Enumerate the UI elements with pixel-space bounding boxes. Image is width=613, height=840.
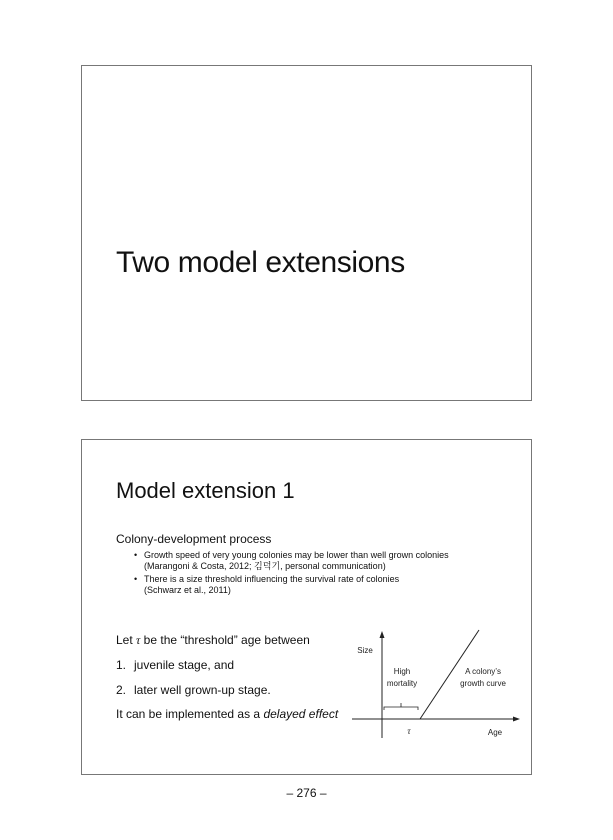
let-suffix: be the “threshold” age between — [143, 633, 310, 647]
growth-curve-diagram — [352, 628, 522, 746]
title-slide — [81, 65, 532, 401]
list-text: juvenile stage, and — [134, 658, 235, 672]
list-number: 1. — [116, 658, 127, 672]
bullet-line: There is a size threshold influencing the survival rate of colonies — [144, 574, 400, 584]
implementation-line — [116, 707, 338, 721]
bullet-dot-icon: • — [134, 574, 138, 584]
impl-emphasis: delayed effect — [263, 707, 339, 721]
list-number: 2. — [116, 683, 127, 697]
bullet-dot-icon: • — [134, 550, 138, 560]
impl-prefix: It can be implemented as a — [116, 707, 261, 721]
threshold-definition — [116, 633, 310, 648]
bullet-citation: (Schwarz et al., 2011) — [144, 585, 231, 595]
page-number: – 276 – — [286, 786, 327, 800]
section-subheading: Colony-development process — [116, 532, 272, 546]
bullet-citation: (Marangoni & Costa, 2012; 김덕기, personal communication) — [144, 561, 386, 571]
high-mortality-label: High — [393, 667, 411, 676]
content-slide — [81, 439, 532, 775]
curve-label: A colony’s — [465, 667, 501, 676]
high-mortality-label: mortality — [386, 679, 418, 688]
y-axis-arrow-icon — [380, 631, 385, 638]
bullet-list — [134, 550, 524, 598]
high-mortality-bracket — [384, 703, 418, 710]
slide-title: Model extension 1 — [116, 478, 295, 503]
list-text: later well grown-up stage. — [134, 683, 271, 697]
x-axis-label: Age — [487, 728, 503, 737]
slide-title: Two model extensions — [116, 246, 405, 279]
x-axis-arrow-icon — [513, 717, 520, 722]
list-item — [116, 683, 271, 697]
y-axis-label: Size — [357, 646, 373, 655]
let-prefix: Let — [116, 633, 133, 647]
bullet-item — [134, 574, 524, 596]
list-item — [116, 658, 234, 672]
tau-symbol: τ — [136, 633, 141, 647]
tau-axis-label: τ — [407, 726, 411, 736]
bullet-line: Growth speed of very young colonies may be lower than well grown colonies — [144, 550, 449, 560]
curve-label: growth curve — [460, 679, 506, 688]
bullet-item — [134, 550, 524, 572]
